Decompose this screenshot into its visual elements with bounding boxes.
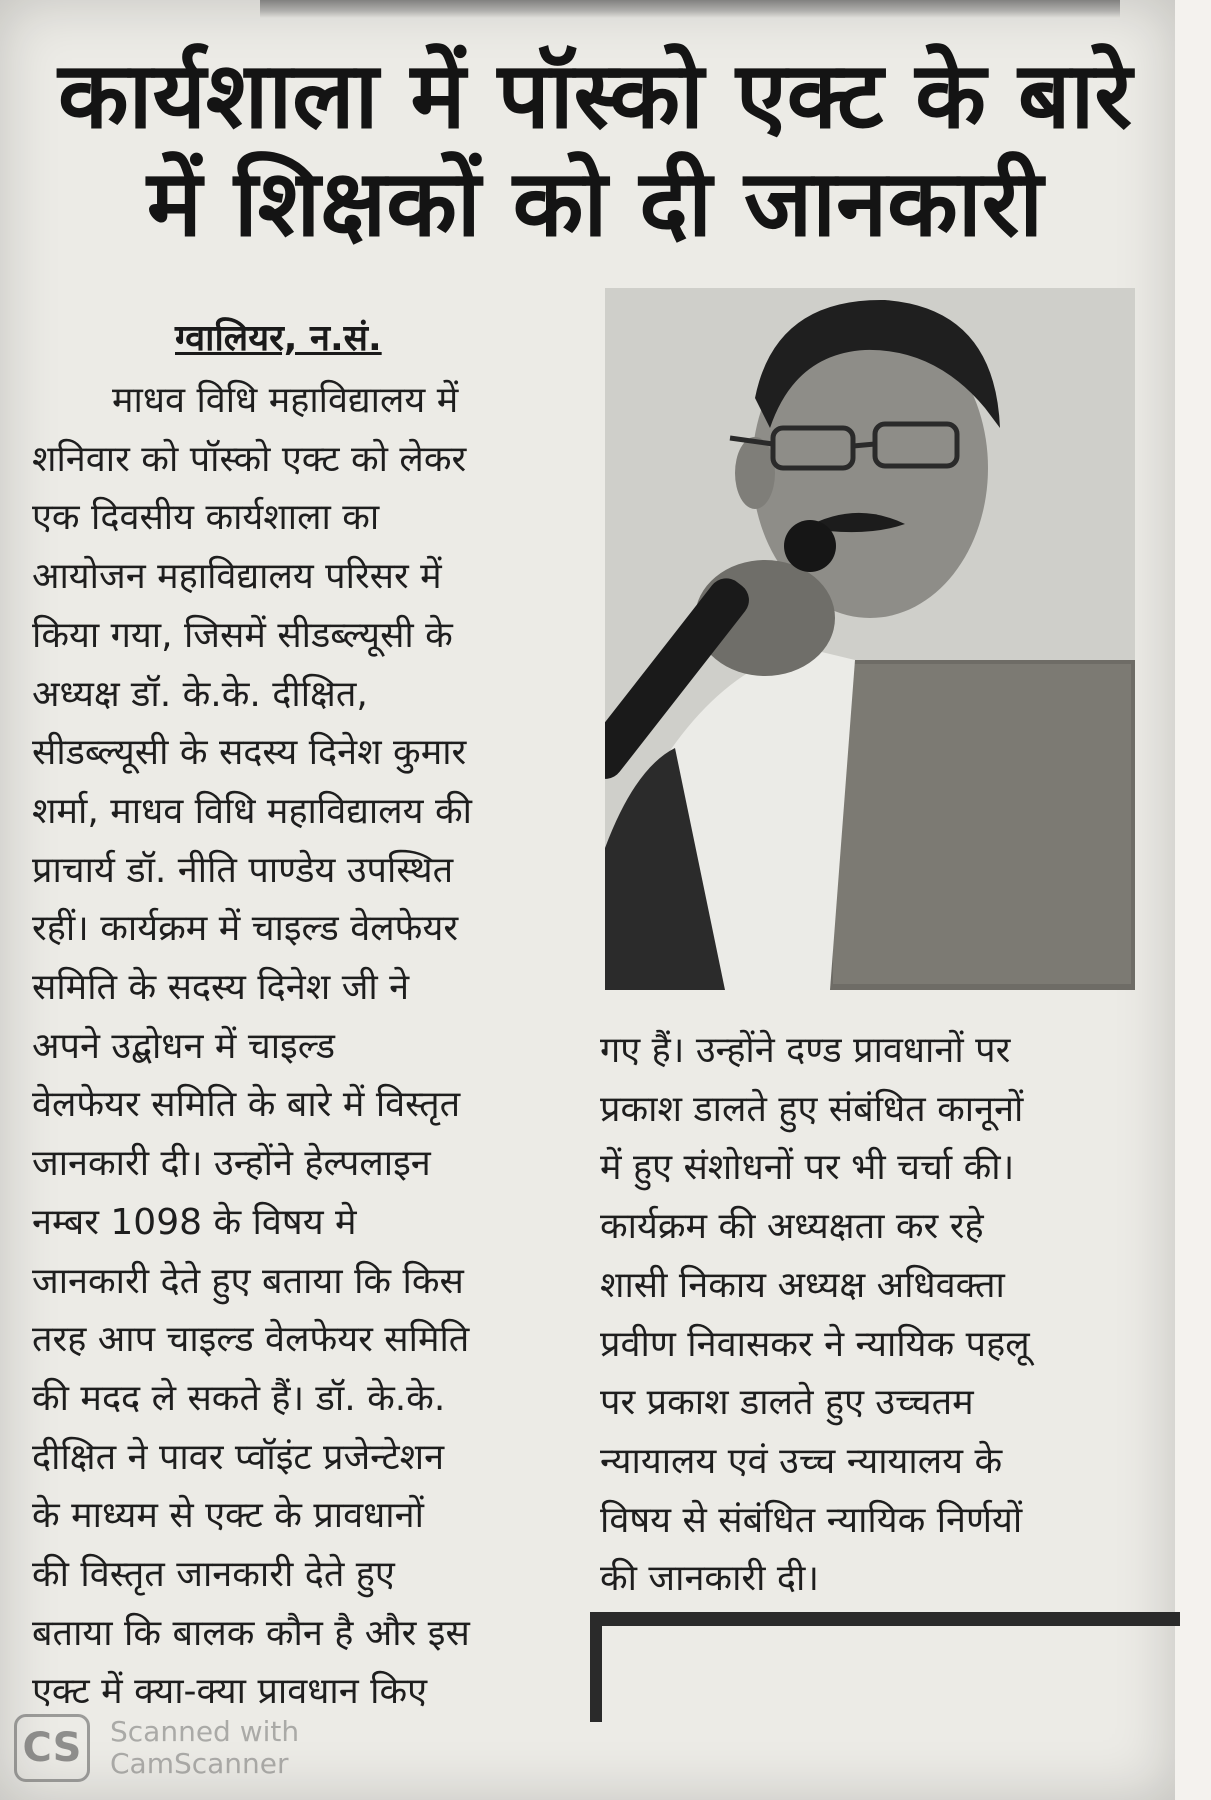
column-border xyxy=(590,1612,1180,1626)
article-line: के माध्यम से एक्ट के प्रावधानों xyxy=(32,1495,424,1537)
headline xyxy=(40,42,1150,258)
article-line: माधव विधि महाविद्यालय में xyxy=(112,380,459,421)
article-line: की मदद ले सकते हैं। डॉ. के.के. xyxy=(32,1377,446,1419)
article-line: जानकारी देते हुए बताया कि किस xyxy=(32,1260,464,1302)
article-line: दीक्षित ने पावर प्वॉइंट प्रजेन्टेशन xyxy=(32,1436,445,1478)
article-line: वेलफेयर समिति के बारे में विस्तृत xyxy=(32,1084,461,1126)
article-left-column xyxy=(32,372,572,1722)
camscanner-logo: CS xyxy=(14,1714,90,1782)
article-line: समिति के सदस्य दिनेश जी ने xyxy=(32,967,410,1009)
article-line: नम्बर 1098 के विषय मे xyxy=(32,1201,357,1243)
dateline: ग्वालियर, न.सं. xyxy=(175,318,382,359)
article-line: कार्यक्रम की अध्यक्षता कर रहे xyxy=(600,1206,984,1248)
article-line: शनिवार को पॉस्को एक्ट को लेकर xyxy=(32,438,467,480)
scanner-watermark xyxy=(110,1716,299,1780)
article-line: अपने उद्बोधन में चाइल्ड xyxy=(32,1025,335,1067)
article-line: में हुए संशोधनों पर भी चर्चा की। xyxy=(600,1147,1015,1189)
scanner-watermark-line-1: Scanned with xyxy=(110,1715,300,1748)
column-border-side xyxy=(590,1612,602,1722)
man-speaking-into-microphone-icon xyxy=(605,288,1135,990)
article-line: सीडब्ल्यूसी के सदस्य दिनेश कुमार xyxy=(32,732,467,774)
scanner-watermark-line-2: CamScanner xyxy=(110,1747,289,1780)
headline-line-1: कार्यशाला में पॉस्को एक्ट के बारे xyxy=(58,42,1132,149)
article-line: आयोजन महाविद्यालय परिसर में xyxy=(32,556,442,598)
article-line: एक दिवसीय कार्यशाला का xyxy=(32,497,380,539)
article-line: किया गया, जिसमें सीडब्ल्यूसी के xyxy=(32,614,453,656)
speaker-photo xyxy=(605,288,1135,990)
article-line: तरह आप चाइल्ड वेलफेयर समिति xyxy=(32,1319,470,1361)
article-line: एक्ट में क्या-क्या प्रावधान किए xyxy=(32,1671,428,1713)
article-line: बताया कि बालक कौन है और इस xyxy=(32,1612,470,1654)
article-line: प्रवीण निवासकर ने न्यायिक पहलू xyxy=(600,1323,1030,1365)
article-line: न्यायालय एवं उच्च न्यायालय के xyxy=(600,1440,1003,1482)
article-line: प्राचार्य डॉ. नीति पाण्डेय उपस्थित xyxy=(32,849,454,891)
torn-edge xyxy=(260,0,1120,18)
article-line: की विस्तृत जानकारी देते हुए xyxy=(32,1554,395,1596)
article-line: प्रकाश डालते हुए संबंधित कानूनों xyxy=(600,1088,1024,1130)
article-line: रहीं। कार्यक्रम में चाइल्ड वेलफेयर xyxy=(32,908,459,950)
article-line: की जानकारी दी। xyxy=(600,1558,819,1600)
article-line: पर प्रकाश डालते हुए उच्चतम xyxy=(600,1382,974,1424)
article-right-column xyxy=(600,1022,1100,1609)
article-line: गए हैं। उन्होंने दण्ड प्रावधानों पर xyxy=(600,1030,1011,1071)
article-line: शर्मा, माधव विधि महाविद्यालय की xyxy=(32,790,472,832)
article-line: शासी निकाय अध्यक्ष अधिवक्ता xyxy=(600,1264,1005,1306)
headline-line-2: में शिक्षकों को दी जानकारी xyxy=(146,150,1044,257)
article-line: अध्यक्ष डॉ. के.के. दीक्षित, xyxy=(32,673,368,715)
article-line: जानकारी दी। उन्होंने हेल्पलाइन xyxy=(32,1143,431,1185)
article-line: विषय से संबंधित न्यायिक निर्णयों xyxy=(600,1499,1023,1541)
